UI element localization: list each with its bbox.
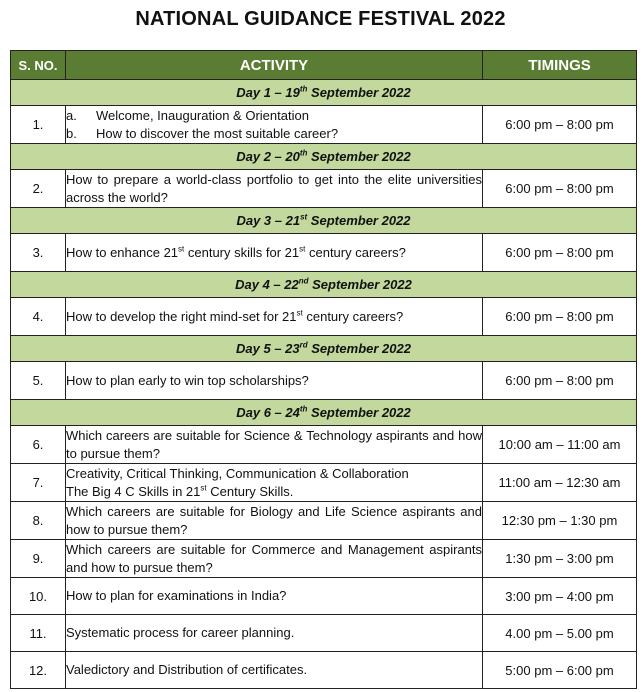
table-row (11, 106, 637, 144)
day-heading-text: Day 5 – 23 (236, 341, 300, 356)
timing-cell: 11:00 am – 12:30 am (483, 464, 637, 502)
activity-text: century skills for 21 (184, 244, 300, 260)
day-heading (11, 208, 637, 234)
timing-cell: 6:00 pm – 8:00 pm (483, 298, 637, 336)
day-heading-sup: th (299, 84, 308, 94)
sub-item-letter: a. (66, 107, 77, 123)
activity-line: Creativity, Critical Thinking, Communication & Collaboration (66, 465, 409, 481)
activity-sup: st (200, 483, 207, 493)
day-heading-text: September 2022 (307, 341, 411, 356)
sub-item-text: How to discover the most suitable career? (96, 125, 339, 141)
table-row (11, 540, 637, 578)
activity-sup: st (296, 308, 303, 318)
day-row (11, 208, 637, 234)
day-heading-sup: rd (299, 340, 308, 350)
day-row (11, 400, 637, 426)
table-row (11, 615, 637, 652)
table-row (11, 652, 637, 689)
header-timings: TIMINGS (483, 51, 637, 80)
day-heading-text: Day 3 – 21 (236, 213, 301, 228)
activity-cell (66, 106, 483, 144)
timing-cell: 1:30 pm – 3:00 pm (483, 540, 637, 578)
activity-text: How to develop the right mind-set for 21 (66, 308, 297, 324)
row-number: 8. (11, 502, 66, 540)
activity-cell: Which careers are suitable for Science & Technology aspirants and how to pursue them? (66, 426, 483, 464)
day-row (11, 336, 637, 362)
schedule-table (10, 50, 637, 689)
day-heading (11, 272, 637, 298)
timing-cell: 12:30 pm – 1:30 pm (483, 502, 637, 540)
timing-cell: 5:00 pm – 6:00 pm (483, 652, 637, 689)
activity-cell: Which careers are suitable for Biology and Life Science aspirants and how to pursue them? (66, 502, 483, 540)
table-row (11, 464, 637, 502)
day-heading-sup: st (300, 212, 308, 222)
timing-cell: 6:00 pm – 8:00 pm (483, 362, 637, 400)
row-number: 1. (11, 106, 66, 144)
row-number: 4. (11, 298, 66, 336)
table-header-row (11, 51, 637, 80)
table-row (11, 426, 637, 464)
timing-cell: 6:00 pm – 8:00 pm (483, 106, 637, 144)
table-row (11, 298, 637, 336)
sub-item-letter: b. (66, 125, 77, 141)
page-title: NATIONAL GUIDANCE FESTIVAL 2022 (135, 8, 506, 30)
timing-cell: 10:00 am – 11:00 am (483, 426, 637, 464)
day-row (11, 272, 637, 298)
activity-text: century careers? (305, 244, 406, 260)
day-heading-sup: th (299, 404, 308, 414)
activity-text: How to enhance 21 (66, 244, 179, 260)
row-number: 10. (11, 578, 66, 615)
activity-cell (66, 298, 483, 336)
day-heading-text: Day 4 – 22 (235, 277, 299, 292)
activity-line (66, 483, 482, 501)
sub-item (66, 125, 482, 143)
day-heading (11, 144, 637, 170)
timing-cell: 6:00 pm – 8:00 pm (483, 170, 637, 208)
day-heading (11, 336, 637, 362)
day-heading-sup: th (299, 148, 308, 158)
row-number: 11. (11, 615, 66, 652)
activity-cell: Valedictory and Distribution of certificates. (66, 652, 483, 689)
table-row (11, 170, 637, 208)
day-heading-text: September 2022 (307, 149, 411, 164)
row-number: 7. (11, 464, 66, 502)
day-heading-text: Day 6 – 24 (236, 405, 300, 420)
row-number: 3. (11, 234, 66, 272)
timing-cell: 4.00 pm – 5.00 pm (483, 615, 637, 652)
sub-item-text: Welcome, Inauguration & Orientation (96, 107, 309, 123)
activity-cell: How to plan early to win top scholarships? (66, 362, 483, 400)
activity-sup: st (178, 244, 185, 254)
day-heading (11, 80, 637, 106)
table-row (11, 578, 637, 615)
activity-cell: Systematic process for career planning. (66, 615, 483, 652)
activity-text: century careers? (302, 308, 404, 324)
header-activity: ACTIVITY (66, 51, 483, 80)
header-sno: S. NO. (11, 51, 66, 80)
row-number: 5. (11, 362, 66, 400)
day-heading (11, 400, 637, 426)
row-number: 12. (11, 652, 66, 689)
activity-cell: How to plan for examinations in India? (66, 578, 483, 615)
day-heading-sup: nd (298, 276, 309, 286)
timing-cell: 6:00 pm – 8:00 pm (483, 234, 637, 272)
row-number: 2. (11, 170, 66, 208)
activity-cell: Which careers are suitable for Commerce and Management aspirants and how to pursue them? (66, 540, 483, 578)
day-row (11, 144, 637, 170)
table-row (11, 502, 637, 540)
day-heading-text: September 2022 (307, 213, 411, 228)
day-heading-text: September 2022 (307, 405, 411, 420)
day-heading-text: Day 2 – 20 (236, 149, 300, 164)
activity-cell (66, 234, 483, 272)
activity-sup: st (299, 244, 306, 254)
activity-cell: How to prepare a world-class portfolio to get into the elite universities across the world? (66, 170, 483, 208)
timing-cell: 3:00 pm – 4:00 pm (483, 578, 637, 615)
day-row (11, 80, 637, 106)
day-heading-text: Day 1 – 19 (236, 85, 300, 100)
day-heading-text: September 2022 (307, 85, 411, 100)
activity-text: Century Skills. (206, 483, 294, 499)
activity-cell (66, 464, 483, 502)
activity-text: The Big 4 C Skills in 21 (66, 483, 201, 499)
table-row (11, 362, 637, 400)
table-row (11, 234, 637, 272)
row-number: 9. (11, 540, 66, 578)
sub-item (66, 107, 482, 125)
row-number: 6. (11, 426, 66, 464)
day-heading-text: September 2022 (308, 277, 412, 292)
